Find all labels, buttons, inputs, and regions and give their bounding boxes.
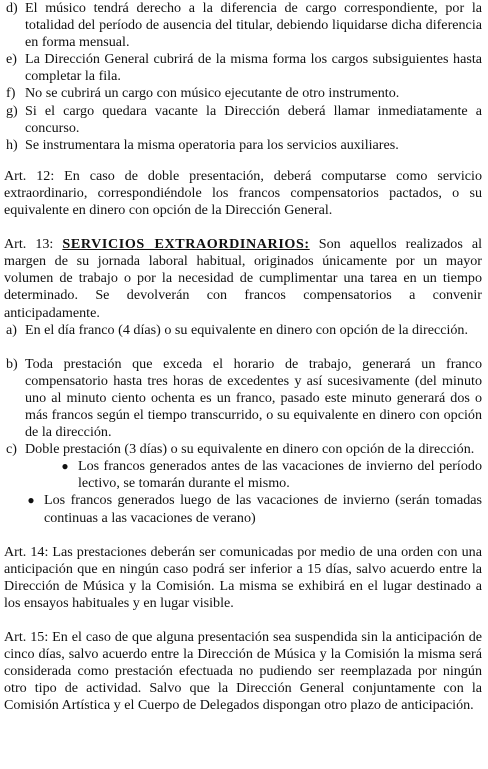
item-text: Toda prestación que exceda el horario de trabajo, generará un franco compensatorio hasta tres horas de excedentes y así sucesivamente (del minuto uno al minuto ciento ochenta es un franco, pasado este minuto generará dos o más francos según el tiempo transcurrido, o su equivalente en dinero con opción de la dirección. [25, 355, 482, 441]
item-label: g) [6, 102, 18, 119]
bullet-text: Los francos generados luego de las vacaciones de invierno (serán tomadas continuas a las vacaciones de verano) [44, 492, 482, 526]
item-label: a) [6, 321, 17, 338]
item-text: Se instrumentara la misma operatoria para los servicios auxiliares. [25, 136, 399, 153]
bullet-text: Los francos generados antes de las vacaciones de invierno del período lectivo, se tomarán durante el mismo. [78, 458, 482, 492]
item-label: e) [6, 51, 17, 68]
bullet-item-2 [4, 492, 482, 526]
article-14: Art. 14: Las prestaciones deberán ser comunicadas por medio de una orden con una anticipación que en ningún caso podrá ser inferior a 15 días, salvo acuerdo entre la Dirección de Música y la Comisión. La misma se exhibirá en el lugar destinado a los ensayos habituales y en lugar visible. [4, 543, 482, 611]
item-label: h) [6, 136, 18, 153]
article-13-title: SERVICIOS EXTRAORDINARIOS: [62, 236, 310, 253]
item-label: b) [6, 355, 18, 372]
item-text: Si el cargo quedara vacante la Dirección deberá llamar inmediatamente a concurso. [25, 102, 482, 136]
item-text: En el día franco (4 días) o su equivalente en dinero con opción de la dirección. [25, 321, 469, 338]
list-item-h [4, 137, 482, 154]
article-13-text: Son aquellos realizados al margen de su jornada laboral habitual, originados únicamente por un mayor volumen de trabajo o por la necesidad de cumplimentar una tarea en un tiempo determinado. Se devolverán con francos compensatorios a convenir anticipadamente. [4, 236, 482, 321]
list-item-e [4, 51, 482, 85]
list-item-a [4, 322, 482, 339]
list-item-f [4, 85, 482, 102]
item-text: Doble prestación (3 días) o su equivalente en dinero con opción de la dirección. [25, 441, 475, 458]
item-label: d) [6, 0, 18, 16]
item-label: f) [6, 85, 16, 102]
list-item-g [4, 103, 482, 137]
article-12: Art. 12: En caso de doble presentación, deberá computarse como servicio extraordinario, correspondiéndole los francos compensatorios pactados, o su equivalente en dinero con opción de la Dirección General. [4, 167, 482, 219]
item-text: No se cubrirá un cargo con músico ejecutante de otro instrumento. [25, 85, 400, 102]
list-d-h [4, 0, 482, 154]
article-13-prefix: Art. 13: [4, 236, 54, 253]
item-text: La Dirección General cubrirá de la misma forma los cargos subsiguientes hasta completar la fila. [25, 51, 482, 85]
item-text: El músico tendrá derecho a la diferencia de cargo correspondiente, por la totalidad del período de ausencia del titular, debiendo liquidarse dicha diferencia en forma mensual. [25, 0, 482, 51]
item-label: c) [6, 441, 17, 458]
article-13 [4, 236, 482, 527]
bullet-icon: ● [27, 493, 35, 508]
list-item-d [4, 0, 482, 51]
article-15: Art. 15: En el caso de que alguna presentación sea suspendida sin la anticipación de cinco días, salvo acuerdo entre la Dirección de Música y la Comisión la misma será considerada como prestación efectuada no pudiendo ser reemplazada por ningún otro tipo de actividad. Salvo que la Dirección General conjuntamente con la Comisión Artística y el Cuerpo de Delegados dispongan otro plazo de anticipación. [4, 629, 482, 714]
bullet-icon: ● [61, 459, 69, 474]
bullet-item-1 [4, 458, 482, 492]
list-item-b [4, 356, 482, 441]
list-item-c [4, 441, 482, 458]
article-13-intro [4, 236, 482, 321]
